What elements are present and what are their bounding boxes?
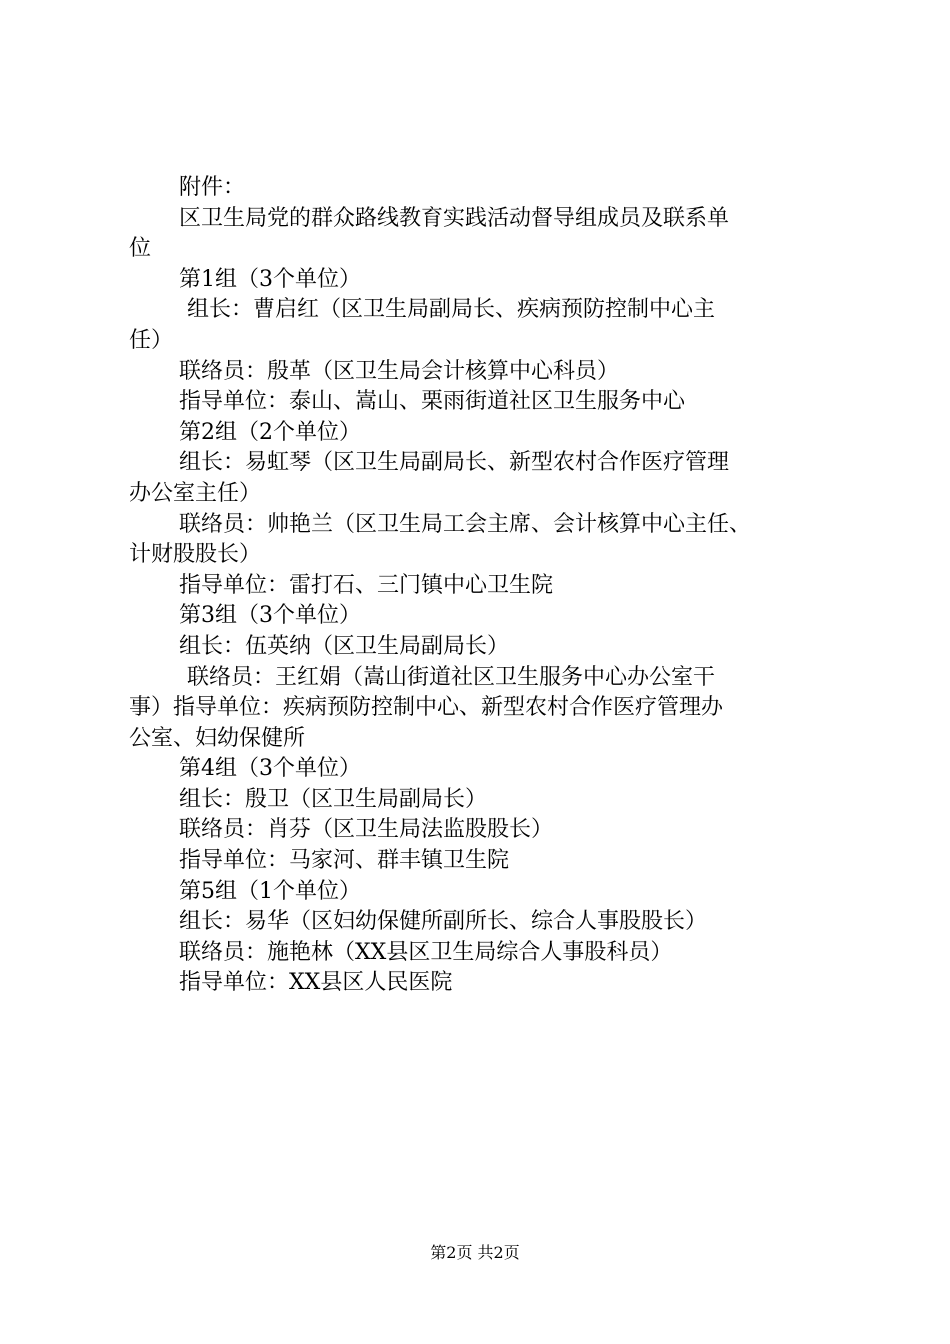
group-2-heading: 第2组（2个单位） <box>179 419 361 445</box>
page-number: 第2页 共2页 <box>430 1243 520 1262</box>
group-5-leader: 组长：易华（区妇幼保健所副所长、综合人事股股长） <box>179 909 708 935</box>
group-2-liaison: 联络员：帅艳兰（区卫生局工会主席、会计核算中心主任、 <box>179 511 752 537</box>
group-5-heading: 第5组（1个单位） <box>179 878 361 904</box>
group-4-heading: 第4组（3个单位） <box>179 756 361 782</box>
group-1-leader: 组长：曹启红（区卫生局副局长、疾病预防控制中心主 <box>187 297 716 323</box>
group-2-leader: 组长：易虹琴（区卫生局副局长、新型农村合作医疗管理 <box>179 450 730 476</box>
group-5-units: 指导单位：XX县区人民医院 <box>179 970 453 996</box>
document-title-continued: 位 <box>129 236 152 262</box>
group-4-liaison: 联络员：肖芬（区卫生局法监股股长） <box>179 817 554 843</box>
group-1-liaison: 联络员：殷革（区卫生局会计核算中心科员） <box>179 358 620 384</box>
document-body <box>129 173 840 999</box>
attachment-label: 附件： <box>179 175 246 200</box>
group-4-units: 指导单位：马家河、群丰镇卫生院 <box>179 848 510 874</box>
group-1-units: 指导单位：泰山、嵩山、栗雨街道社区卫生服务中心 <box>179 389 686 415</box>
group-4-leader: 组长：殷卫（区卫生局副局长） <box>179 786 488 812</box>
group-3-leader: 组长：伍英纳（区卫生局副局长） <box>179 633 510 659</box>
group-3-units: 事）指导单位：疾病预防控制中心、新型农村合作医疗管理办 <box>129 695 724 721</box>
group-5-liaison: 联络员：施艳林（XX县区卫生局综合人事股科员） <box>179 939 673 965</box>
group-3-liaison: 联络员：王红娟（嵩山街道社区卫生服务中心办公室干 <box>187 664 716 690</box>
group-2-liaison-continued: 计财股股长） <box>129 542 262 568</box>
group-1-leader-continued: 任） <box>129 327 174 353</box>
group-3-units-continued: 公室、妇幼保健所 <box>129 725 306 751</box>
group-3-heading: 第3组（3个单位） <box>179 603 361 629</box>
document-title: 区卫生局党的群众路线教育实践活动督导组成员及联系单 <box>179 205 730 231</box>
group-2-leader-continued: 办公室主任） <box>129 480 262 506</box>
group-1-heading: 第1组（3个单位） <box>179 266 361 292</box>
group-2-units: 指导单位：雷打石、三门镇中心卫生院 <box>179 572 554 598</box>
